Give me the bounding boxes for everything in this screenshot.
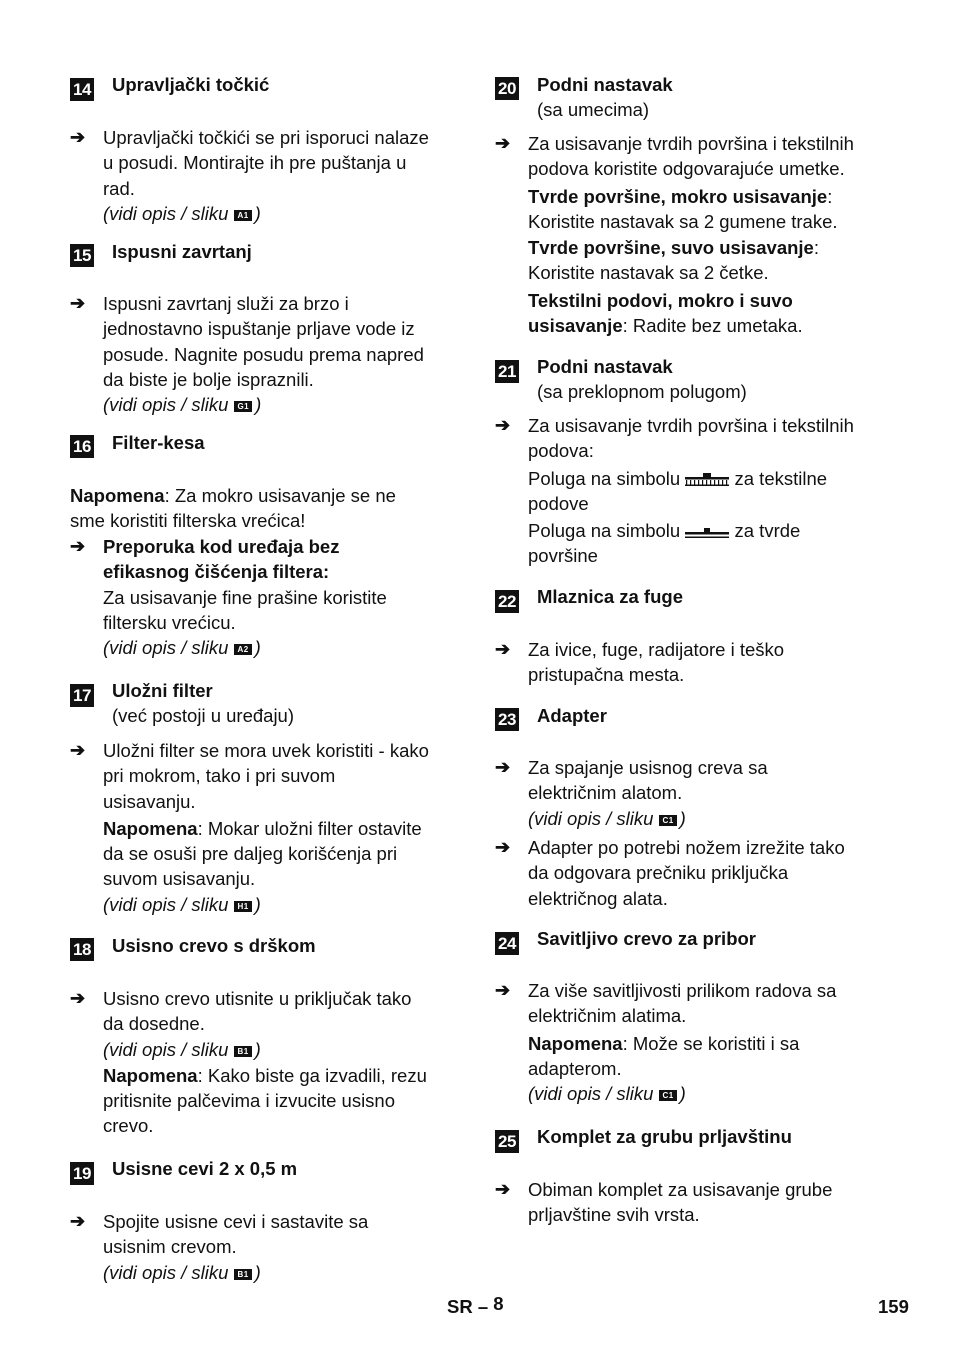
hard-floor-symbol-icon <box>685 524 729 538</box>
figure-tag: C1 <box>659 1090 676 1101</box>
paragraph-24: Za više savitljivosti prilikom radova sa električnim alatima. Napomena: Može se koristiti i sa adapterom. (vidi opis / sliku C1 ) <box>528 978 836 1106</box>
paragraph-20: Za usisavanje tvrdih površina i tekstilnih podova koristite odgovarajuće umetke. Tvrde površine, mokro usisavanje: Koristite nastavak sa 2 gumene trake. Tvrde površine, suvo usisavanje: Koristite nastavak sa 2 četke. Tekstilni podovi, mokro i suvo usisavanje: Radite bez umetaka. <box>528 133 854 337</box>
section-title-20: Podni nastavak (sa umecima) <box>537 74 673 120</box>
paragraph-17: Uložni filter se mora uvek koristiti - kako pri mokrom, tako i pri suvom usisavanju. Napomena: Mokar uložni filter ostavite da se osuši pre daljeg korišćenja pri suvom usisavanju. (vidi opis / sliku H1 ) <box>103 738 429 917</box>
paragraph-23: Za spajanje usisnog creva sa električnim alatom. (vidi opis / sliku C1 ) <box>528 755 768 831</box>
arrow-icon: ➔ <box>70 988 86 1008</box>
arrow-icon: ➔ <box>495 415 511 435</box>
figure-reference[interactable]: (vidi opis / sliku A1 ) <box>103 202 261 224</box>
section-title-17: Uložni filter (već postoji u uređaju) <box>112 680 295 726</box>
figure-reference[interactable]: (vidi opis / sliku H1 ) <box>103 893 261 915</box>
figure-tag: B1 <box>234 1046 251 1057</box>
paragraph-14: Upravljački točkići se pri isporuci nalaze u posudi. Montirajte ih pre puštanja u rad. (vidi opis / sliku A1 ) <box>103 125 429 226</box>
arrow-icon: ➔ <box>495 757 511 777</box>
section-number-24: 24 <box>495 932 519 955</box>
figure-reference[interactable]: (vidi opis / sliku A2 ) <box>103 637 261 659</box>
section-title-24: Savitljivo crevo za pribor <box>537 928 756 949</box>
section-number-15: 15 <box>70 244 94 267</box>
section-number-18: 18 <box>70 938 94 961</box>
paragraph-18: Usisno crevo utisnite u priključak tako da dosedne. (vidi opis / sliku B1 ) Napomena: Kako biste ga izvadili, rezu pritisnite palčevima i izvucite usisno crevo. <box>103 988 427 1137</box>
section-title-23: Adapter <box>537 705 607 726</box>
paragraph-15: Ispusni zavrtanj služi za brzo i jednostavno ispuštanje prljave vode iz posude. Nagnite posudu prema napred da biste je bolje ispraznili. (vidi opis / sliku G1 ) <box>103 291 424 417</box>
figure-reference[interactable]: (vidi opis / sliku C1 ) <box>528 807 686 829</box>
paragraph-21: Za usisavanje tvrdih površina i tekstilnih podova: Poluga na simbolu za tekstilne podove Poluga na simbolu za tvrde površine <box>528 415 854 567</box>
section-title-15: Ispusni zavrtanj <box>112 241 252 262</box>
figure-reference[interactable]: (vidi opis / sliku C1 ) <box>528 1083 686 1105</box>
section-number-19: 19 <box>70 1162 94 1185</box>
section-title-14: Upravljački točkić <box>112 74 270 95</box>
section-number-25: 25 <box>495 1130 519 1153</box>
section-number-21: 21 <box>495 360 519 383</box>
figure-reference[interactable]: (vidi opis / sliku B1 ) <box>103 1261 261 1283</box>
figure-reference[interactable]: (vidi opis / sliku G1 ) <box>103 394 262 416</box>
section-number-17: 17 <box>70 684 94 707</box>
arrow-icon: ➔ <box>495 133 511 153</box>
figure-tag: A2 <box>234 644 251 655</box>
section-number-20: 20 <box>495 77 519 100</box>
paragraph-19: Spojite usisne cevi i sastavite sa usisnim crevom. (vidi opis / sliku B1 ) <box>103 1209 368 1285</box>
paragraph-22: Za ivice, fuge, radijatore i teško pristupačna mesta. <box>528 639 785 686</box>
arrow-icon: ➔ <box>70 536 86 556</box>
section-number-14: 14 <box>70 78 94 101</box>
figure-tag: A1 <box>234 210 251 221</box>
arrow-icon: ➔ <box>495 639 511 659</box>
figure-tag: G1 <box>234 401 252 412</box>
figure-reference[interactable]: (vidi opis / sliku B1 ) <box>103 1038 261 1060</box>
arrow-icon: ➔ <box>495 980 511 1000</box>
section-title-21: Podni nastavak (sa preklopnom polugom) <box>537 356 747 402</box>
section-number-23: 23 <box>495 708 519 731</box>
section-title-16: Filter-kesa <box>112 432 205 453</box>
carpet-symbol-icon <box>685 472 729 486</box>
paragraph-23b: Adapter po potrebi nožem izrežite tako da odgovara prečniku priključka električnog alata. <box>528 837 845 909</box>
figure-tag: B1 <box>234 1269 251 1280</box>
figure-tag: C1 <box>659 815 676 826</box>
paragraph-25: Obiman komplet za usisavanje grube prljavštine svih vrsta. <box>528 1179 833 1226</box>
section-title-25: Komplet za grubu prljavštinu <box>537 1126 792 1147</box>
section-number-16: 16 <box>70 435 94 458</box>
footer-section-label: SR – 8 <box>447 1293 504 1317</box>
arrow-icon: ➔ <box>495 837 511 857</box>
arrow-icon: ➔ <box>70 127 86 147</box>
arrow-icon: ➔ <box>495 1179 511 1199</box>
arrow-icon: ➔ <box>70 293 86 313</box>
section-title-19: Usisne cevi 2 x 0,5 m <box>112 1158 298 1179</box>
paragraph-16: Preporuka kod uređaja bez efikasnog čišćenja filtera: Za usisavanje fine prašine koristite filtersku vrećicu. (vidi opis / sliku A2 ) <box>103 534 387 660</box>
section-title-22: Mlaznica za fuge <box>537 586 683 607</box>
arrow-icon: ➔ <box>70 1211 86 1231</box>
arrow-icon: ➔ <box>70 740 86 760</box>
note-16: Napomena: Za mokro usisavanje se ne sme koristiti filterska vrećica! <box>70 485 396 532</box>
section-number-22: 22 <box>495 590 519 613</box>
figure-tag: H1 <box>234 901 251 912</box>
section-title-18: Usisno crevo s drškom <box>112 935 316 956</box>
page-number: 159 <box>878 1296 909 1317</box>
